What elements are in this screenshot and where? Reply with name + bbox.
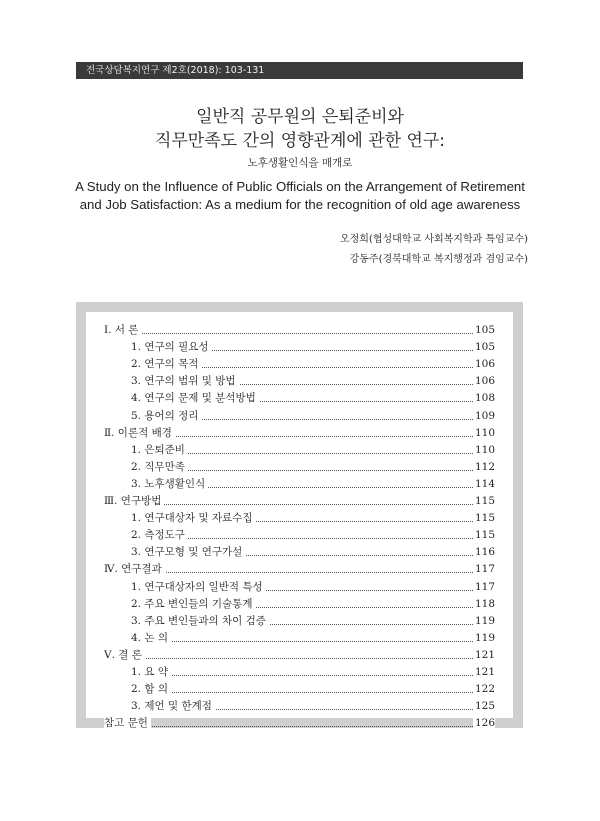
toc-entry	[86, 697, 513, 715]
toc-entry-label: Ⅴ. 결 론	[104, 646, 145, 664]
toc-entry-label: 4. 연구의 문제 및 분석방법	[131, 389, 259, 407]
toc-entry	[86, 389, 513, 407]
toc-leader-dots	[131, 692, 493, 693]
toc-entry-label: 2. 직무만족	[131, 458, 188, 476]
toc-entry-label: 3. 주요 변인들과의 차이 검증	[131, 612, 269, 630]
toc-entry-page: 117	[473, 560, 495, 578]
toc-entry-label: 1. 요 약	[131, 663, 171, 681]
toc-entry-page: 105	[473, 338, 495, 356]
toc-entry	[86, 595, 513, 613]
toc-entry	[86, 458, 513, 476]
toc-entry-page: 105	[473, 321, 495, 339]
toc-entry-label: 3. 노후생활인식	[131, 475, 208, 493]
toc-entry-page: 115	[473, 526, 495, 544]
toc-entry	[86, 372, 513, 390]
toc-entry	[86, 424, 513, 442]
toc-entry-label: 2. 연구의 목적	[131, 355, 201, 373]
toc-entry-label: Ⅳ. 연구결과	[104, 560, 165, 578]
toc-entry-page: 114	[473, 475, 495, 493]
toc-entry-page: 119	[473, 612, 495, 630]
toc-entry-label: Ⅰ. 서 론	[104, 321, 141, 339]
toc-entry	[86, 475, 513, 493]
toc-entry-page: 106	[473, 355, 495, 373]
toc-entry	[86, 407, 513, 425]
toc-entry	[86, 509, 513, 527]
subtitle-ko: 노후생활인식을 매개로	[247, 157, 353, 169]
toc-leader-dots	[104, 333, 493, 334]
toc-leader-dots	[131, 675, 493, 676]
toc-entry-label: 1. 은퇴준비	[131, 441, 188, 459]
journal-header-text: 전국상담복지연구 제2호(2018): 103-131	[86, 65, 265, 76]
toc-entry-label: 3. 제언 및 한계점	[131, 697, 215, 715]
toc-entry-label: 5. 용어의 정리	[131, 407, 201, 425]
toc-entry-page: 117	[473, 578, 495, 596]
toc-entry-page: 118	[473, 595, 495, 613]
toc-entry-page: 112	[473, 458, 495, 476]
toc-entry-page: 110	[473, 424, 495, 442]
toc-entry-page: 125	[473, 697, 495, 715]
toc-entry	[86, 338, 513, 356]
toc-entry	[86, 714, 513, 732]
toc-entry-label: 2. 주요 변인들의 기술통계	[131, 595, 255, 613]
toc-entry-label: 3. 연구의 범위 및 방법	[131, 372, 239, 390]
toc-entry	[86, 612, 513, 630]
toc-entry-label: Ⅱ. 이론적 배경	[104, 424, 175, 442]
toc-entry-label: 1. 연구대상자의 일반적 특성	[131, 578, 266, 596]
toc-entry-page: 122	[473, 680, 495, 698]
toc-entry-page: 126	[473, 714, 495, 732]
toc-entry-label: 2. 함 의	[131, 680, 171, 698]
toc-entry-page: 108	[473, 389, 495, 407]
toc-entry-page: 119	[473, 629, 495, 647]
toc-entry	[86, 321, 513, 339]
toc-entry-page: 110	[473, 441, 495, 459]
toc-entry	[86, 526, 513, 544]
toc-entry-page: 115	[473, 492, 495, 510]
toc-entry	[86, 355, 513, 373]
toc-entry-label: 1. 연구의 필요성	[131, 338, 212, 356]
author-1: 오정희(협성대학교 사회복지학과 특임교수)	[339, 234, 528, 245]
toc-entry	[86, 560, 513, 578]
toc-leader-dots	[104, 658, 493, 659]
toc-entry-page: 121	[473, 646, 495, 664]
toc-entry-label: 2. 측정도구	[131, 526, 188, 544]
toc-entry	[86, 646, 513, 664]
toc-entry-page: 121	[473, 663, 495, 681]
toc-entry	[86, 492, 513, 510]
toc-entry-page: 115	[473, 509, 495, 527]
toc-leader-dots	[131, 641, 493, 642]
toc-entry-label: 4. 논 의	[131, 629, 171, 647]
toc-entry	[86, 578, 513, 596]
toc-entry-label: Ⅲ. 연구방법	[104, 492, 164, 510]
journal-header-bar	[76, 62, 523, 79]
toc-leader-dots	[104, 726, 493, 727]
toc-entry-page: 106	[473, 372, 495, 390]
title-ko-line-1: 일반직 공무원의 은퇴준비와	[196, 107, 404, 127]
toc-entry-label: 1. 연구대상자 및 자료수집	[131, 509, 255, 527]
toc-frame	[76, 302, 523, 728]
author-2: 강동주(경북대학교 복지행정과 겸임교수)	[349, 254, 528, 265]
toc-entry-label: 3. 연구모형 및 연구가설	[131, 543, 245, 561]
toc-entry-page: 116	[473, 543, 495, 561]
toc-entry	[86, 629, 513, 647]
table-of-contents	[86, 312, 513, 730]
toc-entry-page: 109	[473, 407, 495, 425]
toc-entry	[86, 663, 513, 681]
title-en-line-2: and Job Satisfaction: As a medium for the recognition of old age awareness	[79, 197, 521, 212]
title-ko-line-2: 직무만족도 간의 영향관계에 관한 연구:	[154, 131, 446, 151]
toc-entry-label: 참고 문헌	[104, 714, 151, 732]
toc-entry	[86, 680, 513, 698]
toc-entry	[86, 441, 513, 459]
title-en-line-1: A Study on the Influence of Public Officials on the Arrangement of Retirement	[75, 179, 525, 194]
toc-entry	[86, 543, 513, 561]
